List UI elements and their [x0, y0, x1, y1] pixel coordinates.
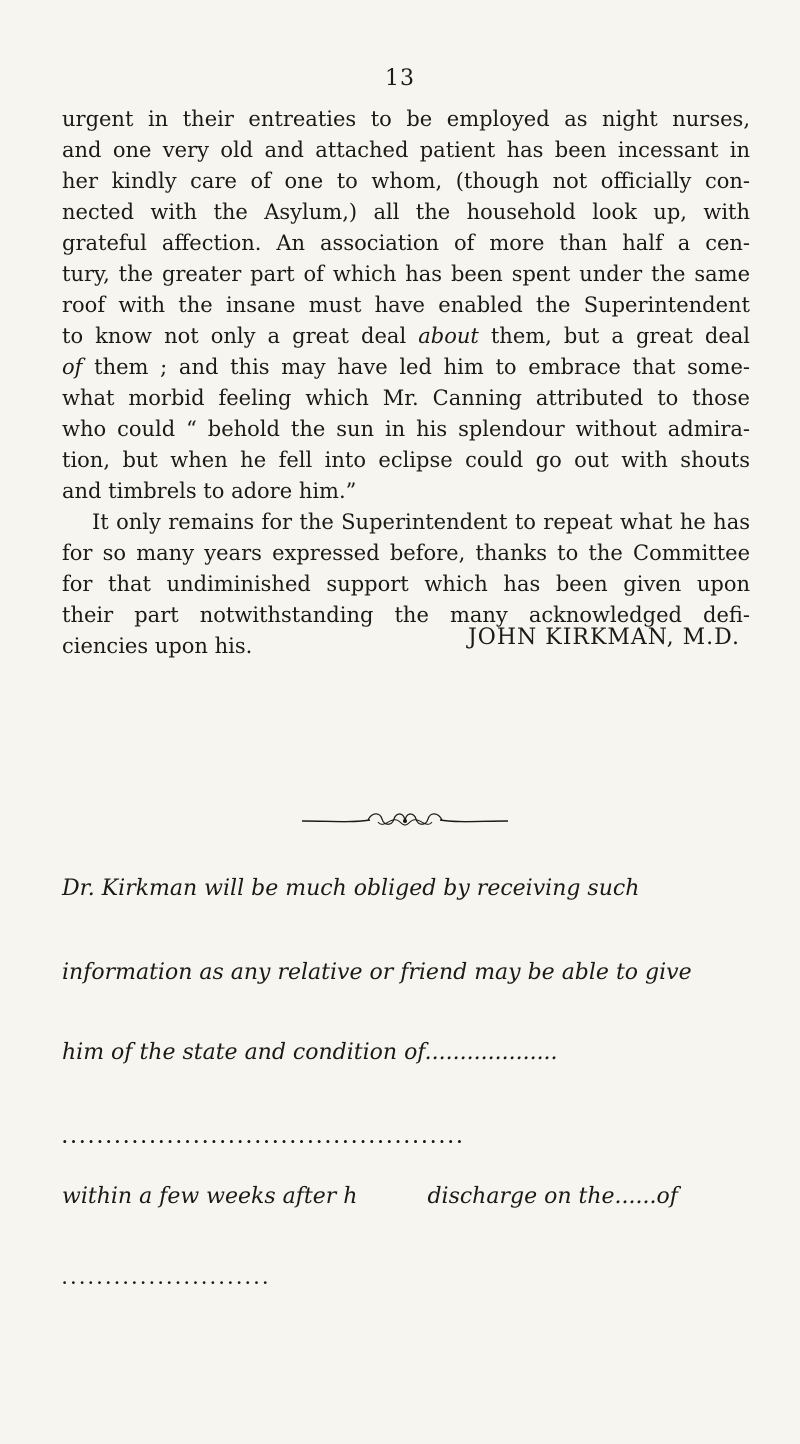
notice-line: information as any relative or friend may be able to give	[62, 960, 692, 985]
notice-line	[62, 1040, 762, 1065]
notice-line	[62, 1184, 762, 1209]
body-line: who could “ behold the sun in his splendour without admira-	[62, 417, 750, 441]
signature: JOHN KIRKMAN, M.D.	[467, 625, 740, 650]
emphasis-about: about	[418, 324, 479, 348]
emphasis-of: of	[62, 355, 83, 379]
body-line: for that undiminished support which has been given upon	[62, 572, 750, 596]
body-line: roof with the insane must have enabled the Superintendent	[62, 293, 750, 317]
notice-text: him of the state and condition of	[62, 1040, 425, 1065]
body-line: and one very old and attached patient has been incessant in	[62, 138, 750, 162]
body-line: their part notwithstanding the many acknowledged defi-	[62, 603, 750, 627]
body-line-part: to know not only a great deal	[62, 324, 419, 348]
body-line-part: them ; and this may have led him to embrace that some-	[82, 355, 750, 379]
notice-text: within a few weeks after h	[62, 1184, 358, 1209]
body-line: tion, but when he fell into eclipse could go out with shouts	[62, 448, 750, 472]
notice-text: of	[656, 1184, 678, 1209]
notice-text: discharge on the	[427, 1184, 615, 1209]
dot-leader: ......	[614, 1184, 657, 1209]
body-line	[62, 321, 750, 352]
body-line: It only remains for the Superintendent to repeat what he has	[92, 510, 750, 534]
body-line: tury, the greater part of which has been spent under the same	[62, 262, 750, 286]
body-line: urgent in their entreaties to be employed as night nurses,	[62, 107, 750, 131]
page-number: 13	[385, 66, 415, 91]
body-line: ciencies upon his.	[62, 634, 253, 658]
dot-leader-line: ..............................................	[62, 1128, 466, 1147]
body-line	[62, 352, 750, 383]
body-line: and timbrels to adore him.”	[62, 479, 357, 503]
body-line: what morbid feeling which Mr. Canning attributed to those	[62, 386, 750, 410]
ornament-divider	[300, 810, 510, 832]
body-line: for so many years expressed before, thanks to the Committee	[62, 541, 750, 565]
body-line: nected with the Asylum,) all the household look up, with	[62, 200, 750, 224]
notice-line: Dr. Kirkman will be much obliged by receiving such	[62, 876, 640, 901]
body-text	[62, 104, 750, 662]
dot-leader: ...................	[424, 1040, 558, 1065]
body-line-part: them, but a great deal	[478, 324, 750, 348]
body-line: her kindly care of one to whom, (though not officially con-	[62, 169, 750, 193]
body-line: grateful affection. An association of more than half a cen-	[62, 231, 750, 255]
dot-leader-line: ........................	[62, 1270, 272, 1288]
